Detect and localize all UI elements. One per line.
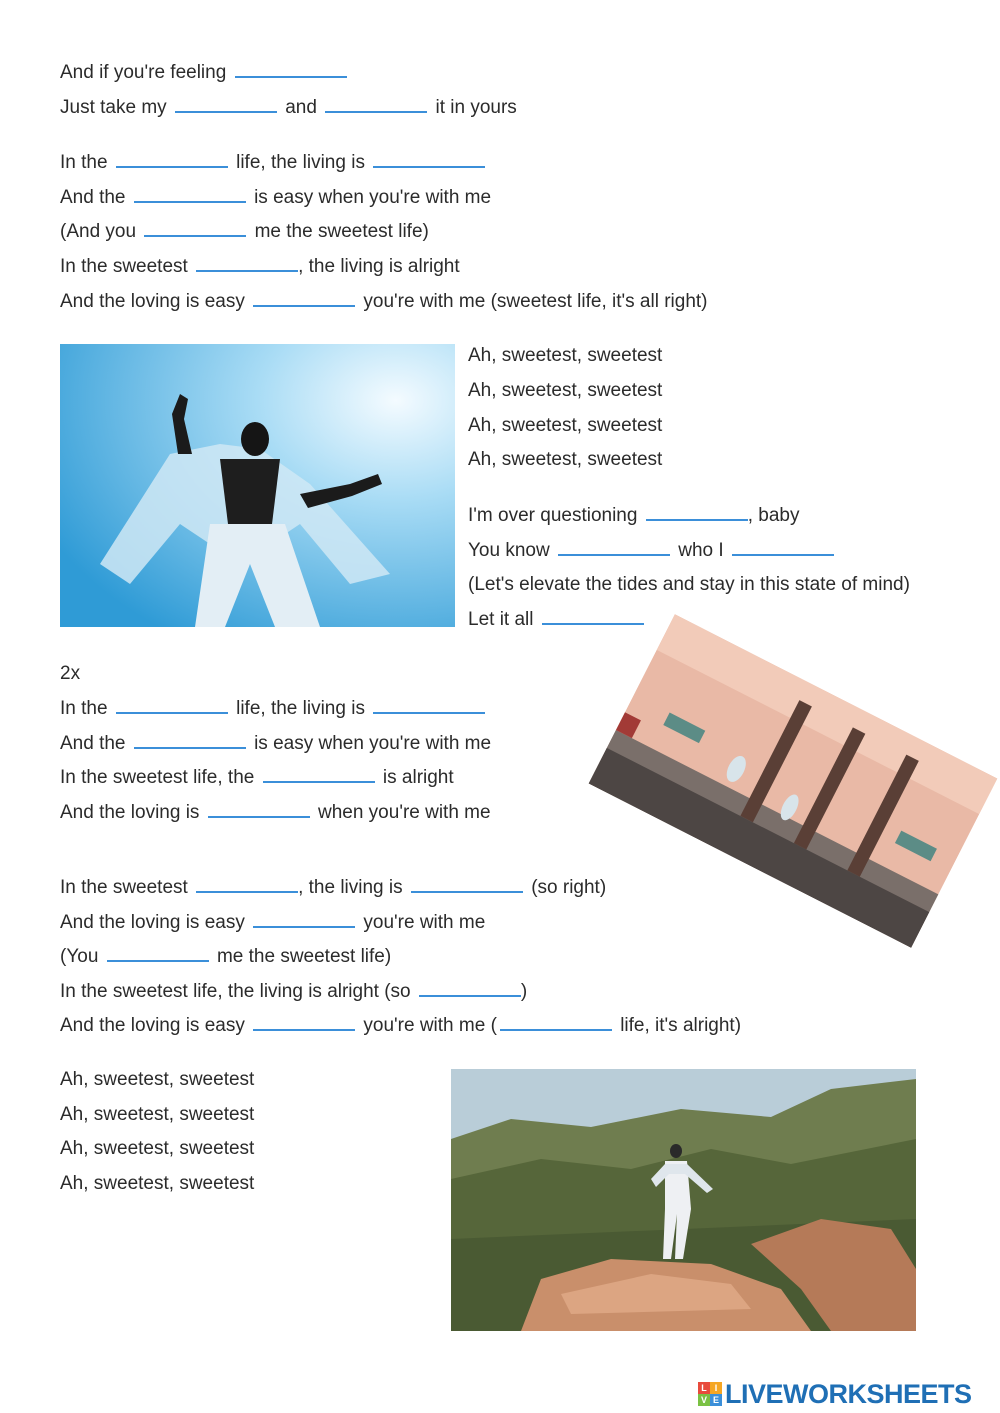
lyric-text: In the sweetest life, the (60, 767, 255, 788)
fill-blank[interactable] (253, 289, 355, 307)
logo-badge-letter: E (710, 1394, 722, 1406)
lyric-line (60, 150, 488, 174)
fill-blank[interactable] (116, 150, 228, 168)
lyric-text: (so right) (531, 877, 607, 898)
lyric-text: you're with me (sweetest life, it's all right) (363, 291, 708, 312)
lyric-text: And the loving is easy (60, 291, 245, 312)
lyric-line (60, 254, 460, 278)
lyric-line (60, 979, 527, 1003)
lyric-text: and (285, 97, 317, 118)
lyric-line (60, 875, 606, 899)
photo-dancer-sky (60, 344, 455, 627)
lyric-line (468, 503, 800, 527)
lyric-text: ) (520, 981, 528, 1002)
lyric-line (60, 696, 488, 720)
lyric-text: In the sweetest (60, 256, 188, 277)
lyric-text: Ah, sweetest, sweetest (60, 1173, 255, 1194)
fill-blank[interactable] (134, 185, 246, 203)
lyric-text: (Let's elevate the tides and stay in this state of mind) (468, 574, 910, 595)
fill-blank[interactable] (325, 95, 427, 113)
repeat-marker (60, 662, 80, 686)
fill-blank[interactable] (175, 95, 277, 113)
fill-blank[interactable] (253, 910, 355, 928)
lyric-line (60, 1103, 254, 1127)
fill-blank[interactable] (116, 696, 228, 714)
fill-blank[interactable] (196, 875, 298, 893)
fill-blank[interactable] (253, 1013, 355, 1031)
lyric-text: I'm over questioning (468, 505, 638, 526)
lyric-text: life, it's alright) (620, 1015, 742, 1036)
lyric-line (468, 448, 662, 472)
liveworksheets-logo (698, 1380, 972, 1408)
lyric-text: is easy when you're with me (254, 733, 492, 754)
lyric-text: Ah, sweetest, sweetest (468, 345, 663, 366)
lyric-line (60, 1172, 254, 1196)
lyric-text: is alright (382, 767, 454, 788)
fill-blank[interactable] (419, 979, 521, 997)
lyric-text: And the (60, 187, 126, 208)
lyric-text: In the (60, 698, 108, 719)
lyric-text: In the (60, 152, 108, 173)
photo-street-dancers (589, 614, 998, 948)
logo-badge-letter: L (698, 1382, 710, 1394)
lyric-text: , the living is (298, 877, 403, 898)
lyric-text: life, the living is (236, 698, 365, 719)
logo-badge-icon (698, 1382, 722, 1406)
lyric-text: (And you (60, 221, 137, 242)
fill-blank[interactable] (732, 538, 834, 556)
lyric-line (468, 379, 662, 403)
logo-text: LIVEWORKSHEETS (725, 1378, 972, 1409)
lyric-line (60, 800, 491, 824)
lyric-text: Let it all (468, 609, 534, 630)
fill-blank[interactable] (411, 875, 523, 893)
logo-badge-letter: I (710, 1382, 722, 1394)
lyric-text: And the loving is easy (60, 912, 245, 933)
fill-blank[interactable] (373, 150, 485, 168)
lyric-line (468, 414, 662, 438)
lyric-text: when you're with me (317, 802, 491, 823)
lyric-line (60, 944, 391, 968)
lyric-line (60, 1013, 741, 1037)
fill-blank[interactable] (646, 503, 748, 521)
lyric-text: you're with me (363, 912, 486, 933)
lyric-text: you're with me ( (363, 1015, 497, 1036)
lyric-line (60, 731, 491, 755)
fill-blank[interactable] (558, 538, 670, 556)
lyric-text: And the loving is easy (60, 1015, 245, 1036)
lyric-text: Ah, sweetest, sweetest (468, 380, 663, 401)
lyric-text: Ah, sweetest, sweetest (60, 1069, 255, 1090)
lyric-line (60, 95, 517, 119)
lyric-text: life, the living is (236, 152, 365, 173)
fill-blank[interactable] (373, 696, 485, 714)
lyric-text: Ah, sweetest, sweetest (468, 449, 663, 470)
lyric-text: You know (468, 540, 550, 561)
lyric-line (60, 765, 454, 789)
lyric-text: me the sweetest life) (254, 221, 429, 242)
fill-blank[interactable] (134, 731, 246, 749)
fill-blank[interactable] (263, 765, 375, 783)
lyric-text: In the sweetest (60, 877, 188, 898)
fill-blank[interactable] (144, 219, 246, 237)
lyric-text: it in yours (435, 97, 517, 118)
lyric-line (60, 1137, 254, 1161)
lyric-line (60, 219, 429, 243)
lyric-line (60, 60, 350, 84)
logo-badge-letter: V (698, 1394, 710, 1406)
lyric-text: (You (60, 946, 99, 967)
lyric-text: And the (60, 733, 126, 754)
lyric-text: And if you're feeling (60, 62, 227, 83)
lyric-line (468, 607, 647, 631)
photo-dancer-rocks (451, 1069, 916, 1331)
lyric-text: 2x (60, 663, 81, 684)
lyric-line (468, 573, 910, 597)
fill-blank[interactable] (196, 254, 298, 272)
fill-blank[interactable] (235, 60, 347, 78)
lyric-line (60, 1068, 254, 1092)
lyric-text: , the living is alright (298, 256, 460, 277)
lyric-text: Just take my (60, 97, 167, 118)
lyric-text: In the sweetest life, the living is alright (so (60, 981, 411, 1002)
fill-blank[interactable] (208, 800, 310, 818)
lyric-line (60, 910, 485, 934)
fill-blank[interactable] (542, 607, 644, 625)
lyric-text: Ah, sweetest, sweetest (60, 1104, 255, 1125)
fill-blank[interactable] (500, 1013, 612, 1031)
fill-blank[interactable] (107, 944, 209, 962)
lyric-text: who I (678, 540, 724, 561)
lyric-text: is easy when you're with me (254, 187, 492, 208)
lyric-text: , baby (747, 505, 800, 526)
lyric-line (60, 185, 491, 209)
lyric-line (60, 289, 708, 313)
lyric-line (468, 538, 837, 562)
lyric-text: me the sweetest life) (216, 946, 392, 967)
lyric-text: Ah, sweetest, sweetest (468, 415, 663, 436)
lyric-line (468, 344, 662, 368)
lyric-text: Ah, sweetest, sweetest (60, 1138, 255, 1159)
lyric-text: And the loving is (60, 802, 200, 823)
